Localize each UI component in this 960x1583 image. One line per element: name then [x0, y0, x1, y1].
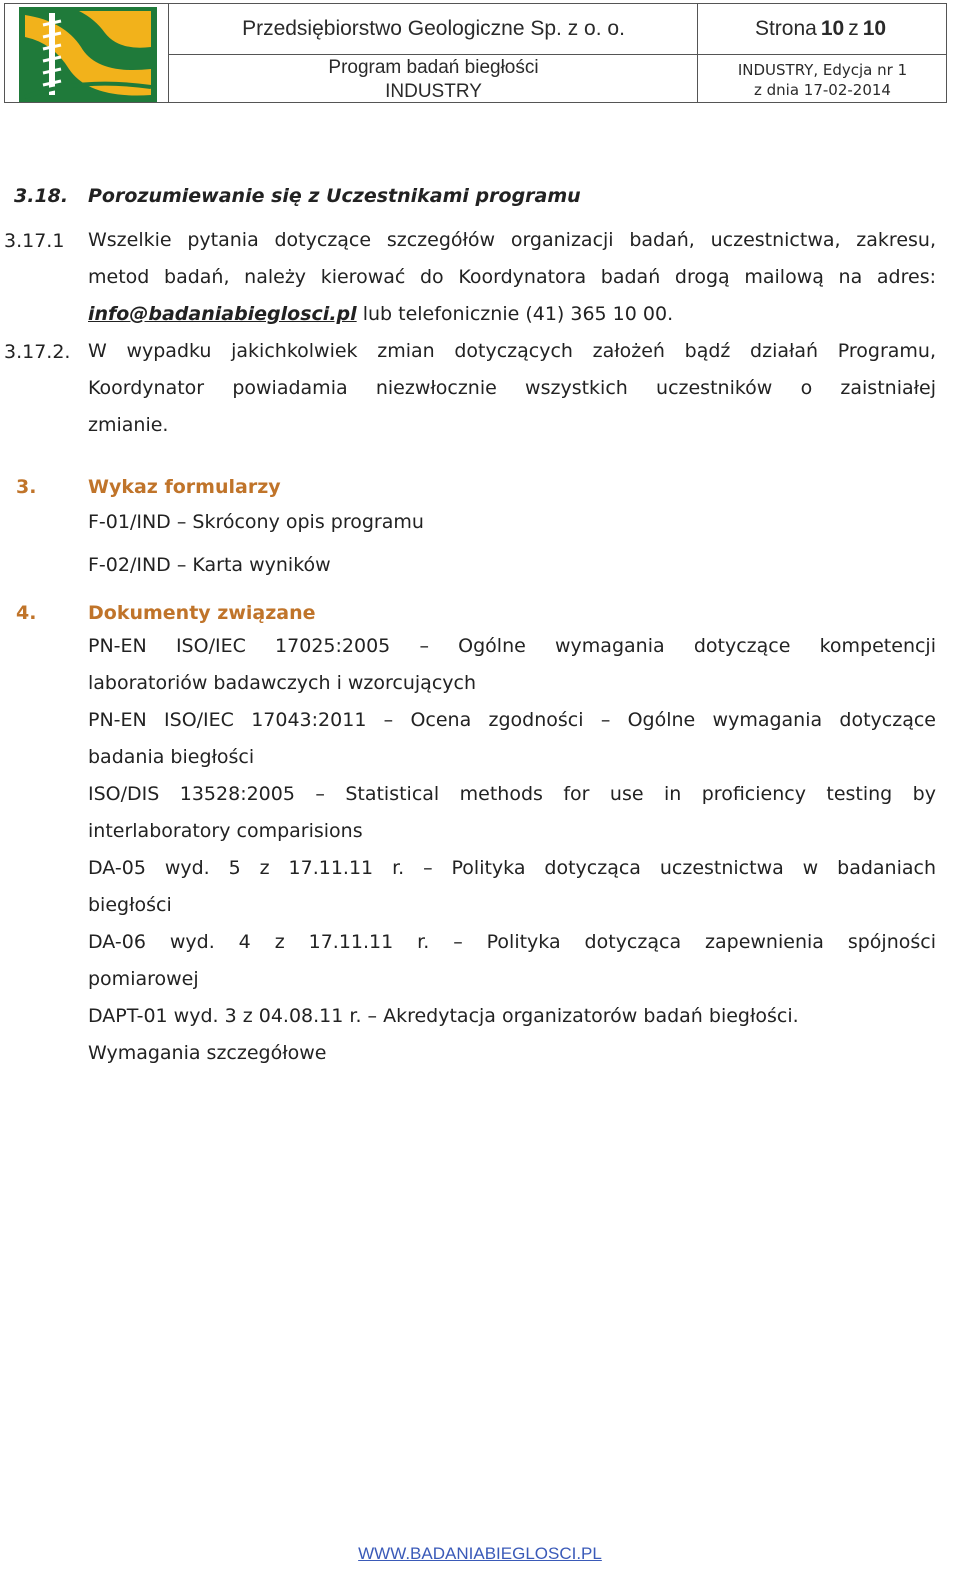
- paragraph-line: W wypadku jakichkolwiek zmian dotyczących założeń bądź działań Programu,: [88, 340, 936, 362]
- document-line: DA-05 wyd. 5 z 17.11.11 r. – Polityka dotycząca uczestnictwa w badaniach: [88, 857, 936, 879]
- document-line: pomiarowej: [88, 968, 199, 990]
- forms-list: [88, 501, 424, 587]
- document-line: DAPT-01 wyd. 3 z 04.08.11 r. – Akredytacja organizatorów badań biegłości.: [88, 1005, 799, 1027]
- edition-line-1: INDUSTRY, Edycja nr 1: [737, 60, 908, 79]
- list-item: F-02/IND – Karta wyników: [88, 554, 331, 576]
- section-title: Porozumiewanie się z Uczestnikami programu: [88, 185, 581, 207]
- document-line: PN-EN ISO/IEC 17025:2005 – Ogólne wymagania dotyczące kompetencji: [88, 635, 936, 657]
- page-of: z: [848, 17, 859, 40]
- page-number: [699, 4, 946, 54]
- phone-text: lub telefonicznie (41) 365 10 00.: [362, 303, 674, 325]
- company-logo: [19, 7, 157, 102]
- document-line: biegłości: [88, 894, 172, 916]
- paragraph-line: Wszelkie pytania dotyczące szczegółów organizacji badań, uczestnictwa, zakresu,: [88, 229, 936, 251]
- document-line: Wymagania szczegółowe: [88, 1042, 327, 1064]
- paragraph-line: zmianie.: [88, 414, 169, 436]
- edition-info: [699, 55, 946, 104]
- section-number: 4.: [16, 602, 37, 624]
- document-line: laboratoriów badawczych i wzorcujących: [88, 672, 477, 694]
- document-line: badania biegłości: [88, 746, 255, 768]
- footer-website-link[interactable]: WWW.BADANIABIEGLOSCI.PL: [358, 1544, 602, 1563]
- document-line: PN-EN ISO/IEC 17043:2011 – Ocena zgodności – Ogólne wymagania dotyczące: [88, 709, 936, 731]
- paragraph-line: metod badań, należy kierować do Koordynatora badań drogą mailową na adres:: [88, 266, 936, 288]
- section-number: 3.: [16, 476, 37, 498]
- paragraph-line: [88, 296, 936, 333]
- edition-line-2: z dnia 17-02-2014: [754, 80, 891, 99]
- program-line-1: Program badań biegłości: [328, 56, 539, 78]
- program-name: [169, 55, 698, 104]
- paragraph-number: 3.17.1: [4, 230, 65, 252]
- section-number: 3.18.: [14, 185, 69, 207]
- page-current: 10: [820, 17, 845, 40]
- company-name: Przedsiębiorstwo Geologiczne Sp. z o. o.: [242, 17, 625, 40]
- document-line: interlaboratory comparisions: [88, 820, 363, 842]
- paragraph: [88, 222, 936, 333]
- program-line-2: INDUSTRY: [385, 80, 482, 102]
- document-header: [4, 3, 947, 103]
- document-line: ISO/DIS 13528:2005 – Statistical methods for use in proficiency testing by: [88, 783, 936, 805]
- documents-list: [88, 628, 936, 1072]
- list-item: F-01/IND – Skrócony opis programu: [88, 511, 424, 533]
- section-title: Dokumenty związane: [88, 602, 316, 624]
- document-line: DA-06 wyd. 4 z 17.11.11 r. – Polityka dotycząca zapewnienia spójności: [88, 931, 936, 953]
- page-label: Strona: [754, 17, 817, 40]
- page-total: 10: [862, 17, 887, 40]
- paragraph: [88, 333, 936, 444]
- paragraph-number: 3.17.2.: [4, 341, 71, 363]
- email-link[interactable]: info@badaniabieglosci.pl: [88, 303, 357, 325]
- section-title: Wykaz formularzy: [88, 476, 281, 498]
- paragraph-line: Koordynator powiadamia niezwłocznie wszystkich uczestników o zaistniałej: [88, 377, 936, 399]
